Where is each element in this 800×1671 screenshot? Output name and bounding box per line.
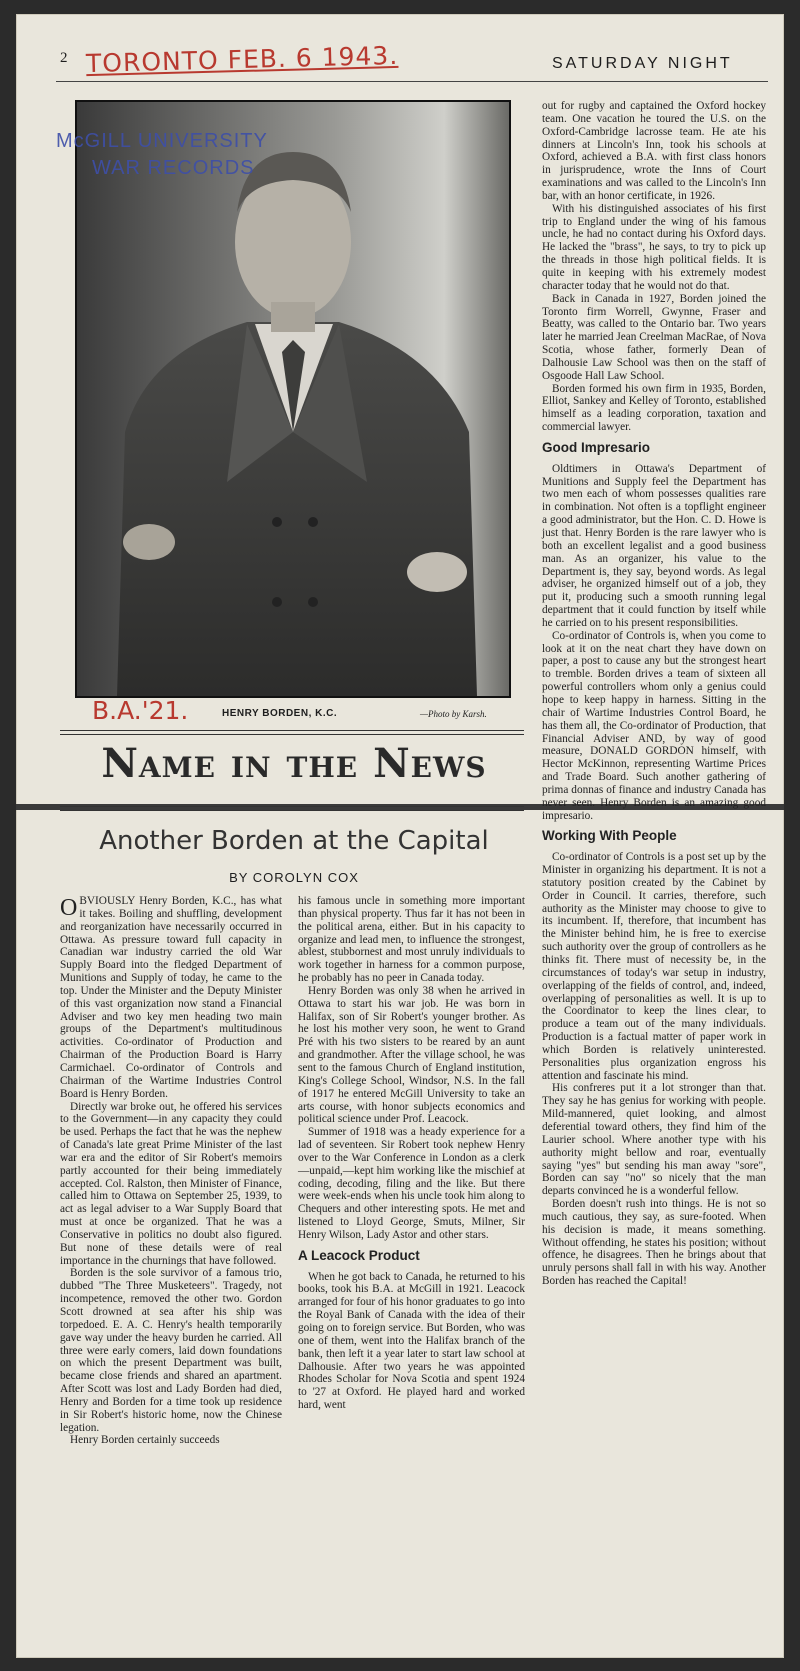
byline: BY COROLYN COX: [229, 870, 359, 885]
paragraph: With his distinguished associates of his first trip to England under the wing of his famous uncle, he had no contact during his Oxford days. He lacked the "brass", he says, to try to pick up the threads in those high political fields. It is quite in keeping with his extremely modest character today that he would not do that.: [542, 202, 766, 292]
paragraph: OBVIOUSLY Henry Borden, K.C., has what it takes. Boiling and shuffling, development and reorganization have necessarily occurred in Ottawa. As pressure toward full capacity in Canadian war industry carried the old War Supply Board into the fledged Department of Munitions and Supply of today, he came to the top. Under the Minister and the Deputy Minister of this vast organization now stand a Financial Adviser and two key men heading two main groups of the Department's multitudinous activities. Co-ordinator of Production and Chairman of the Production Board is Harry Carmichael. Co-ordinator of Controls and Chairman of the Wartime Industries Control Board is Henry Borden.: [60, 895, 282, 1100]
drop-cap: O: [60, 895, 78, 921]
paragraph: Back in Canada in 1927, Borden joined the Toronto firm Worrell, Gwynne, Fraser and Beatty, was called to the Ontario bar. Two years later he married Jean Creelman MacRae, of Nova Scotia, whose father, formerly Dean of Dalhousie Law School was then on the staff of Osgoode Hall Law School.: [542, 292, 766, 382]
photo-credit: —Photo by Karsh.: [420, 709, 487, 719]
paragraph: Oldtimers in Ottawa's Department of Munitions and Supply feel the Department has two men each of whom possesses qualities rare in combination. Not often is a topflight engineer a good administrator, but the Hon. C. D. Howe is just that. Henry Borden is the rare lawyer who is both an excellent legalist and a good business man. As an organizer, his value to the Department is, they say, beyond words. As legal adviser, he organized himself out of a job, they put it, producing such a smooth running legal department that it could function by itself while he carried on to his present responsibilities.: [542, 462, 766, 629]
paragraph: His confreres put it a lot stronger than that. They say he has genius for working with people. Mild-mannered, quiet looking, and almost deferential toward others, they find him of the Laurier school. Where another type with his authority might bellow and roar, eventually saying "yes" but sending his man away "sore", Borden can say "no" so nicely that the man departs convinced he is a wonderful fellow.: [542, 1082, 766, 1198]
article-column-1: [60, 895, 282, 1447]
photo-caption: HENRY BORDEN, K.C.: [222, 708, 338, 719]
page-number: 2: [60, 50, 68, 66]
paragraph: Borden doesn't rush into things. He is not so much cautious, they say, as sure-footed. When his decision is made, it means something. Without offending, he states his position; without offence, he disagrees. Then he brings about that unruly persons shall fall in with his way. Another Borden has reached the Capital!: [542, 1198, 766, 1288]
paragraph: Henry Borden certainly succeeds: [70, 1434, 220, 1447]
article-column-2: [298, 895, 525, 1412]
header-rule: [56, 81, 768, 82]
paragraph: Borden is the sole survivor of a famous trio, dubbed "The Three Musketeers". Tragedy, not incompetence, removed the other two. Gordon Scott drowned at sea after his ship was torpedoed. E. A. C. Henry's health temporarily gave way under the heavy burden he carried. All three were early comers, laid down foundations on which the present Department was built, became close friends and shared an apartment. After Scott was lost and Lady Borden had died, Henry and Borden for a time took up residence in Sir Robert's historic home, now the Chinese legation.: [60, 1267, 282, 1434]
handwritten-note: B.A.'21.: [92, 696, 189, 725]
section-heading: A Leacock Product: [298, 1247, 420, 1263]
paragraph: Summer of 1918 was a heady experience for a lad of seventeen. Sir Robert took nephew Henry over to the War Conference in London as a clerk—unpaid,—kept him working like the mischief at coding, decoding, filing and the like. But there were week-ends when his uncle took him along to Chequers and other interesting spots. He met and listened to Lloyd George, Smuts, Milner, Sir Henry Wilson, Lady Astor and other stars.: [298, 1126, 525, 1241]
section-heading: Working With People: [542, 828, 677, 844]
paragraph: Henry Borden was only 38 when he arrived in Ottawa to start his war job. He was born in Halifax, son of Sir Robert's younger brother. As he lost his mother very soon, he went to Grand Pré with his two sisters to be reared by an aunt and grandmother. After the village school, he was sent to the famous Church of England institution, King's College School, Windsor, N.S. In the fall of 1917 he entered McGill University to take an arts course, with honor subjects economics and political science under Prof. Leacock.: [298, 984, 525, 1126]
headline-rule-top: [60, 730, 524, 735]
paragraph: Directly war broke out, he offered his services to the Government—in any capacity they could be used. Perhaps the fact that he was the nephew of Canada's late great Prime Minister of the last war era and the editor of Sir Robert's memoirs partly accounted for their being immediately accepted. Col. Ralston, then Minister of Finance, called him to Ottawa on September 25, 1939, to act as legal adviser to a War Supply Board that must at once be organized. That he was a Conservative in politics no doubt also figured. But none of these details were of real importance in the churnings that have followed.: [60, 1100, 282, 1267]
article-subhead: Another Borden at the Capital: [99, 826, 489, 856]
paragraph: his famous uncle in something more important than physical property. Thus far it has not been in the political arena, either. But in his capacity to organize and lead men, to influence the strongest, ablest, stubbornest and most unruly individuals to work together in harness for a common purpose, he probably has no peer in Canada today.: [298, 895, 525, 985]
paragraph: Co-ordinator of Controls is, when you come to look at it on the neat chart they have down on paper, a post to cause any but the strongest heart to tremble. Borden drives a team of sixteen all powerful controllers whom only a genius could hope to keep happy in harness. Sitting in the chair of Wartime Industries Control Board, he has them all, the Co-ordinator of Production, that Financial Adviser AND, by way of good measure, DONALD GORDON himself, with Hector McKinnon, representing Wartime Prices and Trade Board. Such another gathering of prima donnas of finance and industry Canada has never seen. Henry Borden is an amazing good impresario.: [542, 629, 766, 822]
paragraph: Borden formed his own firm in 1935, Borden, Elliot, Sankey and Kelley of Toronto, established himself as a leading corporation, taxation and commercial lawyer.: [542, 382, 766, 434]
headline-rule-bottom: [60, 806, 524, 811]
article-column-3: [542, 100, 766, 1288]
stamp-line-1: McGILL UNIVERSITY: [56, 130, 268, 152]
paragraph: out for rugby and captained the Oxford hockey team. One vacation he toured the U.S. on the Oxford-Cambridge lacrosse team. He ate his dinners at Lincoln's Inn, took his schools at Oxford, achieved a B.A. with first class honors in jurisprudence, wrote the Inns of Court examinations and was called to the Lincoln's Inn bar, with an honor certificate, in 1926.: [542, 100, 766, 202]
paragraph: Co-ordinator of Controls is a post set up by the Minister in organizing his department. It is not a statutory position created by the Cabinet by Order in Council. It carries, therefore, such authority as the Minister may choose to give to its incumbent. If, therefore, that incumbent has the Minister behind him, he is free to exercise such authority over the group of controllers as he thinks fit. There must of necessity be, in the circumstances of today's war setup in industry, overlapping of the fields of control, and, indeed, overlapping of personalities as well. It is up to the Coordinator to keep the lines clear, to produce a team out of the many individuals. Production is a factual matter of paper work in which Borden is relatively uninterested. Personalities plus organization engross his attention and fascinate his mind.: [542, 851, 766, 1082]
section-heading: Good Impresario: [542, 439, 651, 455]
portrait-photo: [75, 100, 511, 698]
portrait-illustration: [77, 102, 509, 696]
publication-name: SATURDAY NIGHT: [552, 55, 733, 72]
stamp-line-2: WAR RECORDS: [92, 157, 255, 179]
handwritten-date: TORONTO FEB. 6 1943.: [85, 40, 399, 79]
archive-stamp: [56, 128, 268, 182]
headline: Name in the News: [101, 740, 487, 787]
paragraph: When he got back to Canada, he returned to his books, took his B.A. at McGill in 1921. Leacock arranged for four of his honor graduates to go into the Royal Bank of Canada with the idea of their going on to foreign service. But Borden, who was one of them, went into the Halifax branch of the bank, then left it a year later to start law school at Dalhousie. After two years he was appointed Rhodes Scholar for Nova Scotia and spent 1924 to '27 at Oxford. He played hard and worked hard, went: [298, 1270, 525, 1412]
